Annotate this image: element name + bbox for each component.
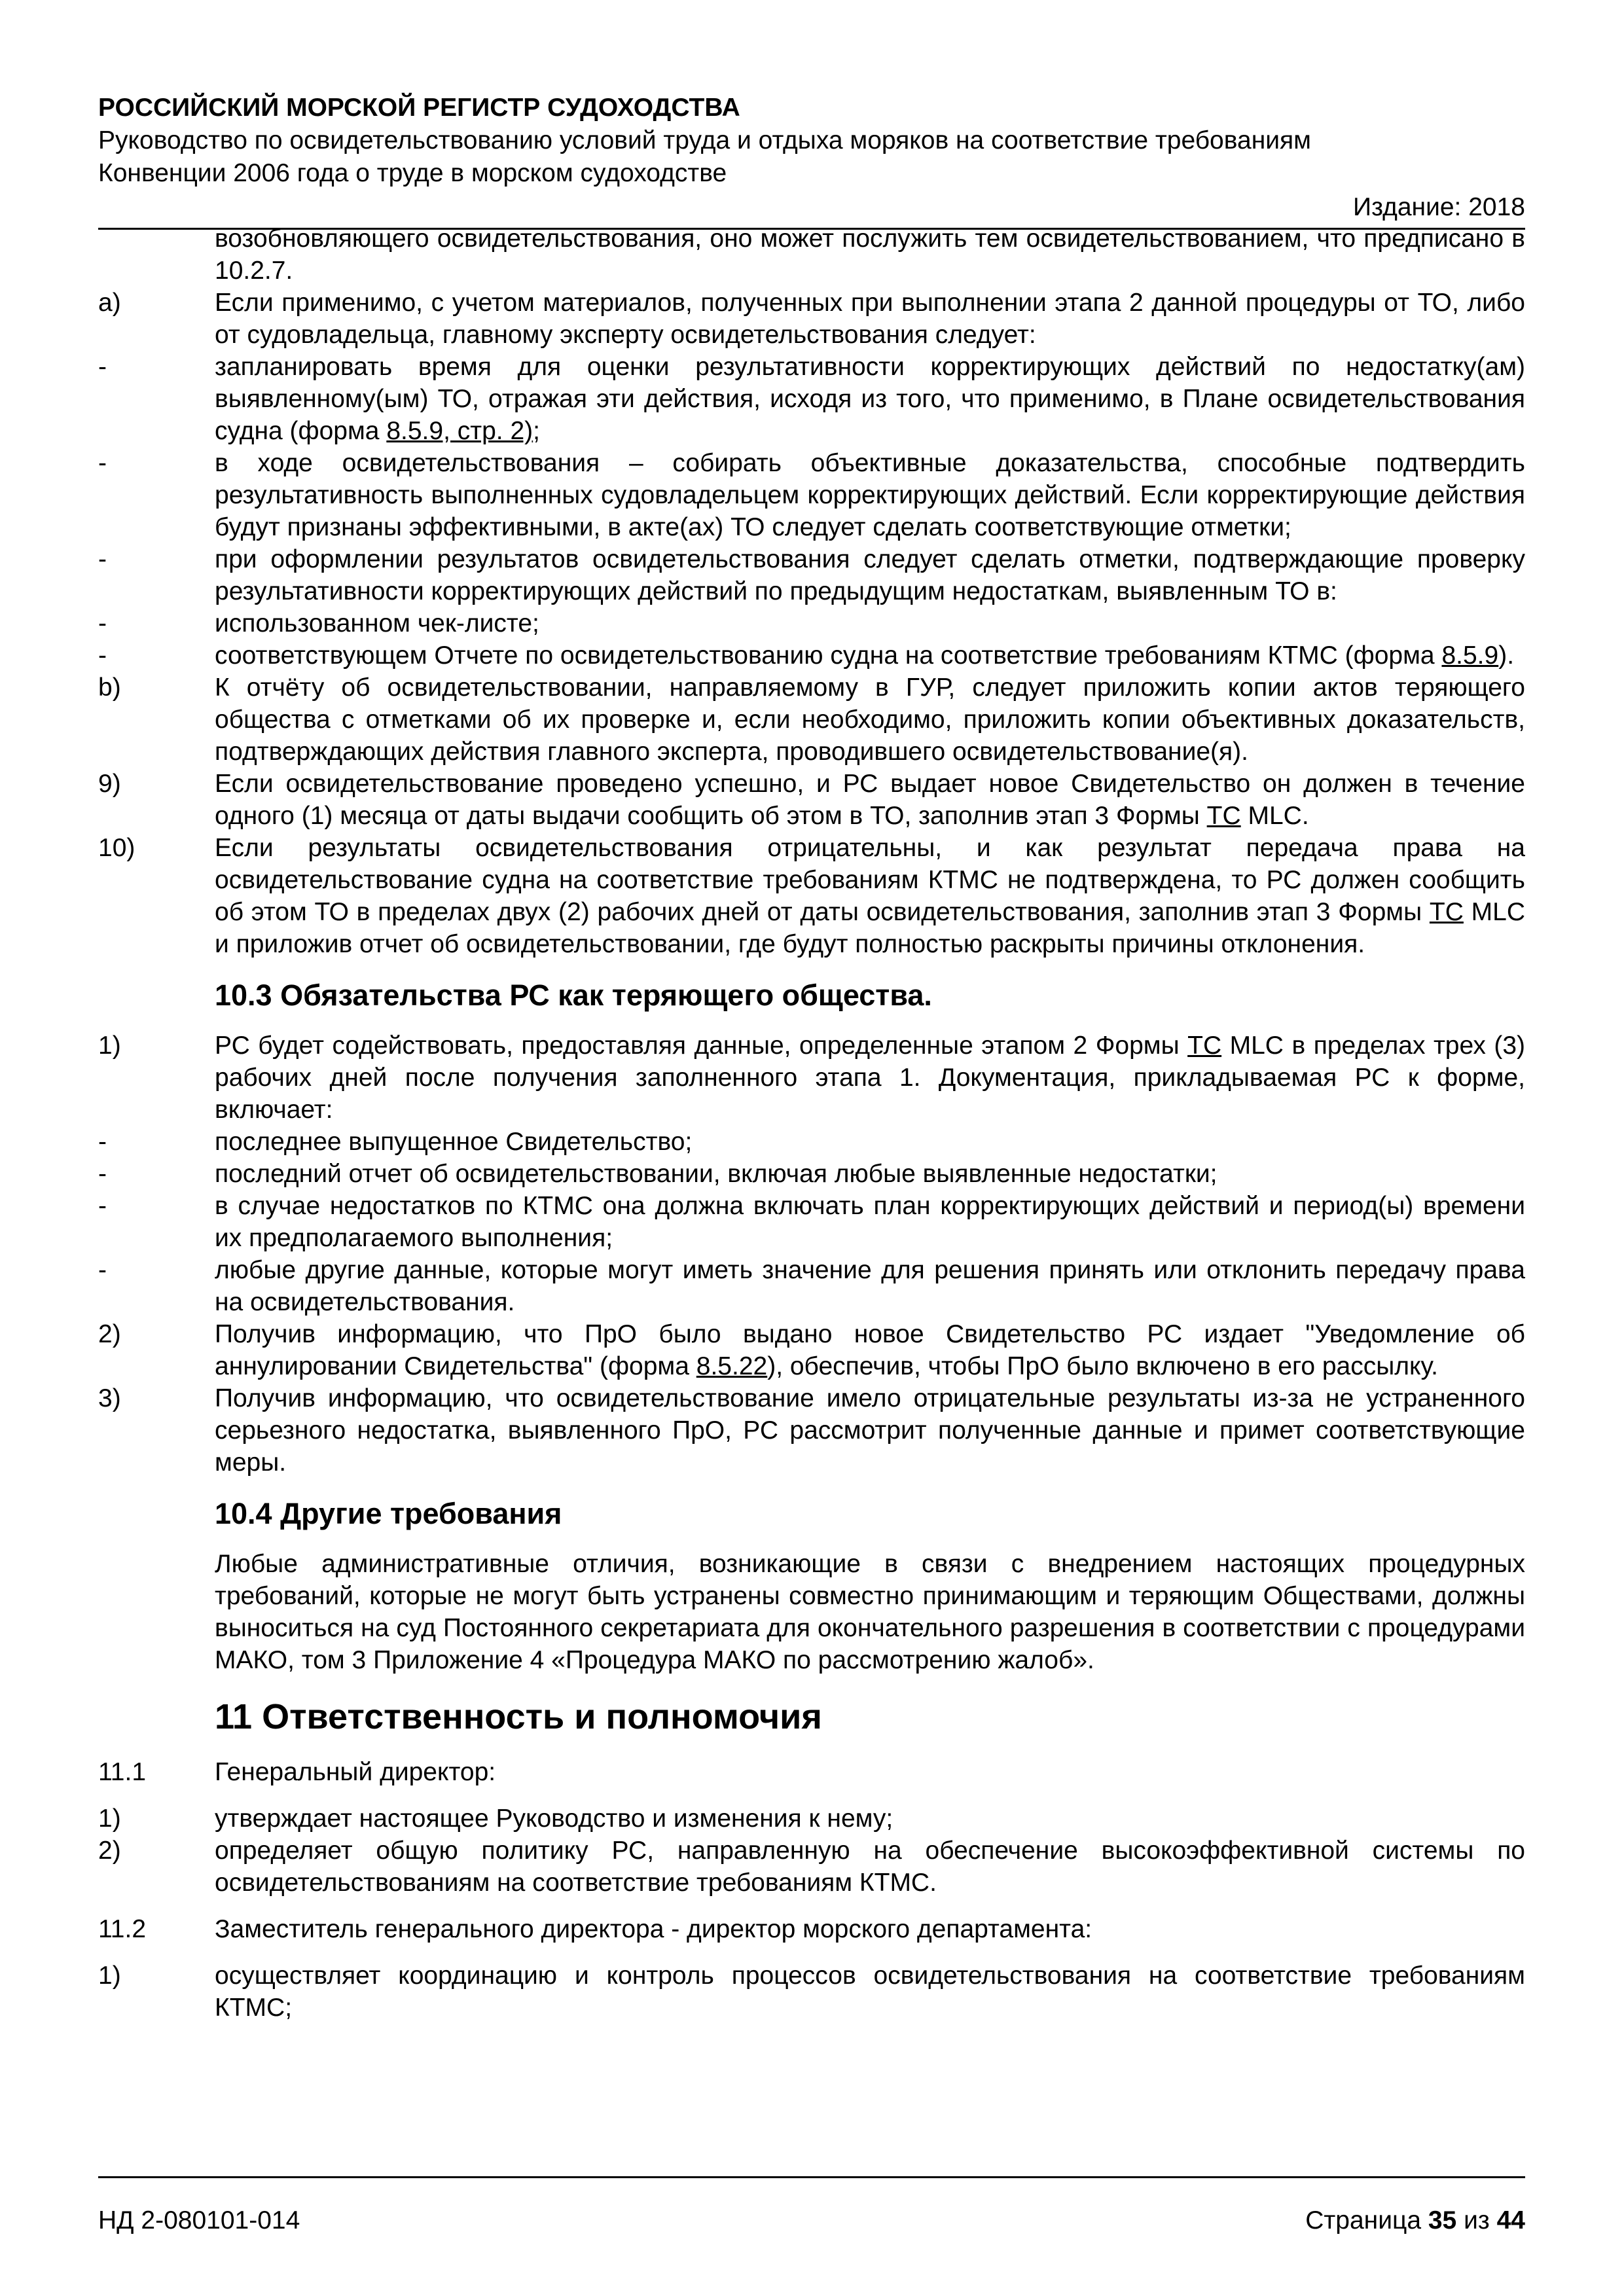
list-item-9 [98, 768, 1525, 832]
page-footer [98, 2176, 1525, 2237]
chapter-heading-11: 11 Ответственность и полномочия [215, 1697, 822, 1736]
list-text: утверждает настоящее Руководство и изменения к нему; [215, 1804, 893, 1833]
list-label: 2) [98, 1320, 121, 1348]
dash-text: последний отчет об освидетельствовании, включая любые выявленные недостатки; [215, 1160, 1218, 1188]
list-label: b) [98, 673, 121, 702]
list-item-10-3-1 [98, 1030, 1525, 1126]
document-number: НД 2-080101-014 [98, 2206, 300, 2234]
form-link-8-5-9-p2[interactable]: 8.5.9, стр. 2) [386, 417, 533, 445]
form-link-tc[interactable]: ТС [1429, 898, 1464, 926]
clause-text: Генеральный директор: [215, 1758, 496, 1786]
dash-label: - [98, 1256, 107, 1284]
list-text: осуществляет координацию и контроль процессов освидетельствования на соответствие требованиям КТМС; [215, 1962, 1525, 2022]
dash-item-last-report [98, 1158, 1525, 1190]
paragraph-10-4: Любые административные отличия, возникающие в связи с внедрением настоящих процедурных требований, которые не могут быть устранены совместно принимающим и теряющим Обществами, должны выноситься на суд Постоянного секретариата для окончательного разрешения в соответствии с процедурами МАКО, том 3 Приложение 4 «Процедура МАКО по рассмотрению жалоб». [215, 1550, 1525, 1674]
list-text: Если освидетельствование проведено успешно, и РС выдает новое Свидетельство он должен в течение одного (1) месяца от даты выдачи сообщить об этом в ТО, заполнив этап 3 Формы ТС MLC. [215, 770, 1525, 830]
dash-label: - [98, 1160, 107, 1188]
list-item-11-1-1 [98, 1803, 1525, 1835]
dash-text: любые другие данные, которые могут иметь значение для решения принять или отклонить передачу права на освидетельствования. [215, 1256, 1525, 1316]
dash-text: последнее выпущенное Свидетельство; [215, 1128, 693, 1156]
dash-item-corrective-plan [98, 1190, 1525, 1254]
dash-item-results [98, 543, 1525, 607]
list-text: Получив информацию, что ПрО было выдано новое Свидетельство РС издает "Уведомление об аннулировании Свидетельства" (форма 8.5.22), обеспечив, чтобы ПрО было включено в его рассылку. [215, 1320, 1525, 1380]
dash-item-report [98, 639, 1525, 672]
list-label: 1) [98, 1031, 121, 1060]
dash-text: в случае недостатков по КТМС она должна включать план корректирующих действий и период(ы) времени их предполагаемого выполнения; [215, 1192, 1525, 1252]
dash-item-plan-time [98, 351, 1525, 447]
list-text: Получив информацию, что освидетельствование имело отрицательные результаты из-за не устраненного серьезного недостатка, выявленного ПрО, РС рассмотрит полученные данные и примет соответствующие меры. [215, 1384, 1525, 1477]
list-item-11-2-1 [98, 1960, 1525, 2024]
dash-text: при оформлении результатов освидетельствования следует сделать отметки, подтверждающие проверку результативности корректирующих действий по предыдущим недостаткам, выявленным ТО в: [215, 545, 1525, 605]
dash-text: в ходе освидетельствования – собирать объективные доказательства, способные подтвердить результативность выполненных судовладельцем корректирующих действий. Если корректирующие действия будут признаны эффективными, в акте(ах) ТО следует сделать соответствующие отметки; [215, 449, 1525, 541]
dash-text: использованном чек-листе; [215, 609, 539, 637]
dash-label: - [98, 609, 107, 637]
clause-number: 11.2 [98, 1915, 147, 1943]
clause-text: Заместитель генерального директора - директор морского департамента: [215, 1915, 1092, 1943]
section-heading-10-4: 10.4 Другие требования [215, 1497, 562, 1530]
dash-label: - [98, 449, 107, 477]
edition-label: Издание: 2018 [1353, 193, 1525, 221]
list-label: 2) [98, 1837, 121, 1865]
footer-divider [98, 2176, 1525, 2178]
dash-label: - [98, 353, 107, 381]
section-heading-10-3: 10.3 Обязательства РС как теряющего общества. [215, 978, 932, 1012]
document-subtitle-line1: Руководство по освидетельствованию условий труда и отдыха моряков на соответствие требованиям [98, 126, 1311, 154]
page-content [98, 223, 1525, 2024]
dash-label: - [98, 641, 107, 670]
list-label: 9) [98, 770, 121, 798]
list-item-10-3-3 [98, 1382, 1525, 1479]
list-label: 3) [98, 1384, 121, 1412]
dash-label: - [98, 1128, 107, 1156]
form-link-8-5-22[interactable]: 8.5.22 [696, 1352, 768, 1380]
dash-label: - [98, 545, 107, 573]
dash-item-last-certificate [98, 1126, 1525, 1158]
dash-item-collect-evidence [98, 447, 1525, 543]
dash-item-other-data [98, 1254, 1525, 1318]
continued-paragraph: возобновляющего освидетельствования, оно может послужить тем освидетельствованием, что предписано в 10.2.7. [215, 224, 1525, 285]
list-item-10 [98, 832, 1525, 960]
list-label: 1) [98, 1804, 121, 1833]
dash-item-checklist [98, 607, 1525, 639]
list-text: определяет общую политику РС, направленную на обеспечение высокоэффективной системы по освидетельствованиям на соответствие требованиям КТМС. [215, 1837, 1525, 1897]
list-label: a) [98, 289, 121, 317]
dash-text: запланировать время для оценки результативности корректирующих действий по недостатку(ам) выявленному(ым) ТО, отражая эти действия, исходя из того, что применимо, в Плане освидетельствования судна (форма 8.5.9, стр. 2); [215, 353, 1525, 445]
page-number: Страница 35 из 44 [1305, 2206, 1525, 2234]
form-link-tc[interactable]: ТС [1206, 802, 1241, 830]
list-text: Если результаты освидетельствования отрицательны, и как результат передача права на освидетельствование судна на соответствие требованиям КТМС не подтверждена, то РС должен сообщить об этом ТО в пределах двух (2) рабочих дней от даты освидетельствования, заполнив этап 3 Формы ТС MLC и приложив отчет об освидетельствовании, где будут полностью раскрыты причины отклонения. [215, 834, 1525, 958]
list-text: РС будет содействовать, предоставляя данные, определенные этапом 2 Формы ТС MLC в пределах трех (3) рабочих дней после получения заполненного этапа 1. Документация, прикладываемая РС к форме, включает: [215, 1031, 1526, 1124]
list-text: К отчёту об освидетельствовании, направляемому в ГУР, следует приложить копии актов теряющего общества с отметками об их проверке и, если необходимо, приложить копии объективных доказательств, подтверждающих действия главного эксперта, проводившего освидетельствование(я). [215, 673, 1525, 766]
clause-11-1 [98, 1756, 1525, 1788]
page-header [98, 92, 1525, 230]
list-item-10-3-2 [98, 1318, 1525, 1382]
list-text: Если применимо, с учетом материалов, полученных при выполнении этапа 2 данной процедуры от ТО, либо от судовладельца, главному эксперту освидетельствования следует: [215, 289, 1525, 349]
list-label: 1) [98, 1962, 121, 1990]
current-page: 35 [1428, 2206, 1457, 2234]
clause-number: 11.1 [98, 1758, 147, 1786]
list-label: 10) [98, 834, 135, 862]
document-subtitle-line2: Конвенции 2006 года о труде в морском судоходстве [98, 159, 727, 187]
list-item-a [98, 287, 1525, 351]
dash-text: соответствующем Отчете по освидетельствованию судна на соответствие требованиям КТМС (форма 8.5.9). [215, 641, 1515, 670]
total-pages: 44 [1496, 2206, 1525, 2234]
list-item-b [98, 672, 1525, 768]
org-name: РОССИЙСКИЙ МОРСКОЙ РЕГИСТР СУДОХОДСТВА [98, 94, 740, 122]
clause-11-2 [98, 1913, 1525, 1945]
list-item-11-1-2 [98, 1835, 1525, 1899]
form-link-tc[interactable]: ТС [1187, 1031, 1222, 1060]
form-link-8-5-9[interactable]: 8.5.9 [1441, 641, 1499, 670]
dash-label: - [98, 1192, 107, 1220]
